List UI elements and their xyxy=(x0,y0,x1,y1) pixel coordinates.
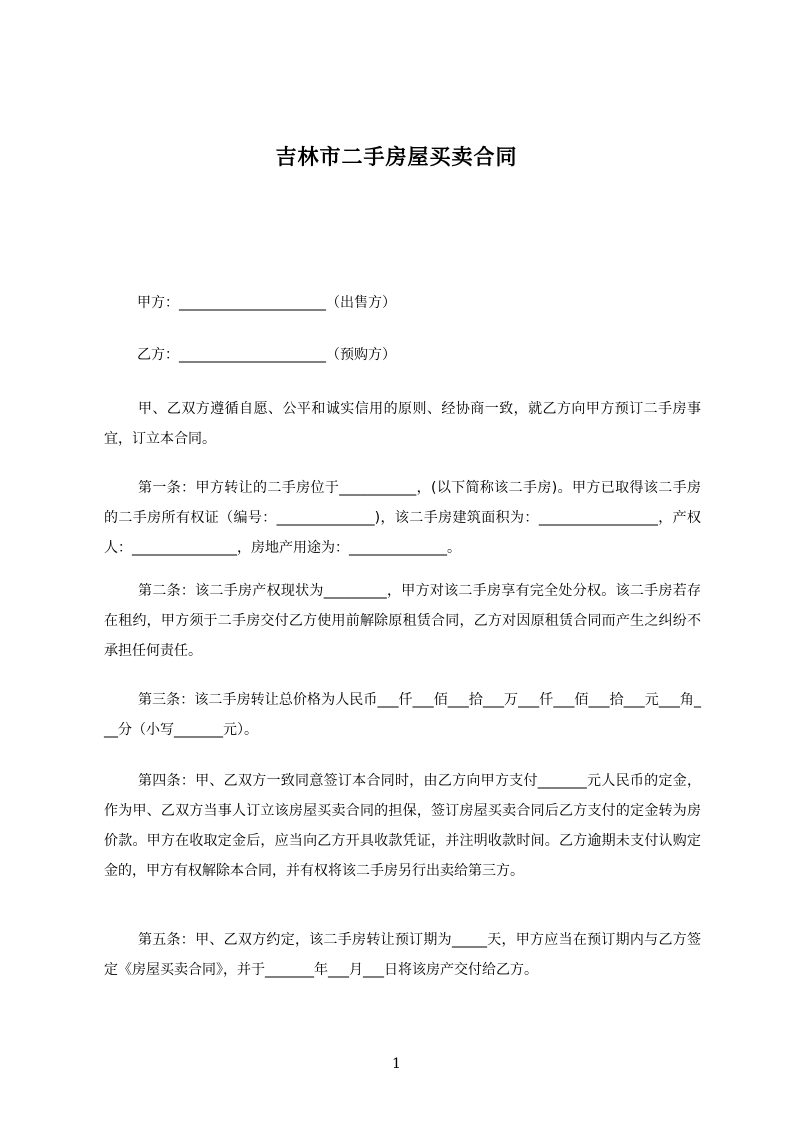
page-number: 1 xyxy=(392,1056,401,1072)
document-title: 吉林市二手房屋买卖合同 xyxy=(275,145,518,169)
article-2-paragraph: 第二条：该二手房产权现状为_________，甲方对该二手房享有完全处分权。该二手房若存在租约，甲方须于二手房交付乙方使用前解除原租赁合同，乙方对因原租赁合同而产生之纠纷不承担任何责任。 xyxy=(104,583,701,659)
party-a-line: 甲方：_____________________（出售方） xyxy=(137,295,396,311)
article-5-paragraph: 第五条：甲、乙双方约定，该二手房转让预订期为_____天，甲方应当在预订期内与乙方签定《房屋买卖合同》，并于_______年___月___日将该房产交付给乙方。 xyxy=(104,932,701,978)
article-4-paragraph: 第四条：甲、乙双方一致同意签订本合同时，由乙方向甲方支付_______元人民币的定金，作为甲、乙双方当事人订立该房屋买卖合同的担保，签订房屋买卖合同后乙方支付的定金转为房价款。甲方在收取定金后，应当向乙方开具收款凭证，并注明收款时间。乙方逾期未支付认购定金的，甲方有权解除本合同，并有权将该二手房另行出卖给第三方。 xyxy=(104,773,701,879)
article-1-paragraph: 第一条：甲方转让的二手房位于___________，(以下简称该二手房)。甲方已取得该二手房的二手房所有权证（编号：______________)，该二手房建筑面积为：_________________，产权人：_______________，房地产用途为：______________。 xyxy=(104,480,701,556)
party-b-line: 乙方：_____________________（预购方） xyxy=(137,347,396,363)
article-3-paragraph: 第三条：该二手房转让总价格为人民币___仟___佰___拾___万___仟___佰___拾___元___角___分（小写_______元）。 xyxy=(104,692,701,738)
intro-paragraph: 甲、乙双方遵循自愿、公平和诚实信用的原则、经协商一致，就乙方向甲方预订二手房事宜，订立本合同。 xyxy=(104,401,701,447)
